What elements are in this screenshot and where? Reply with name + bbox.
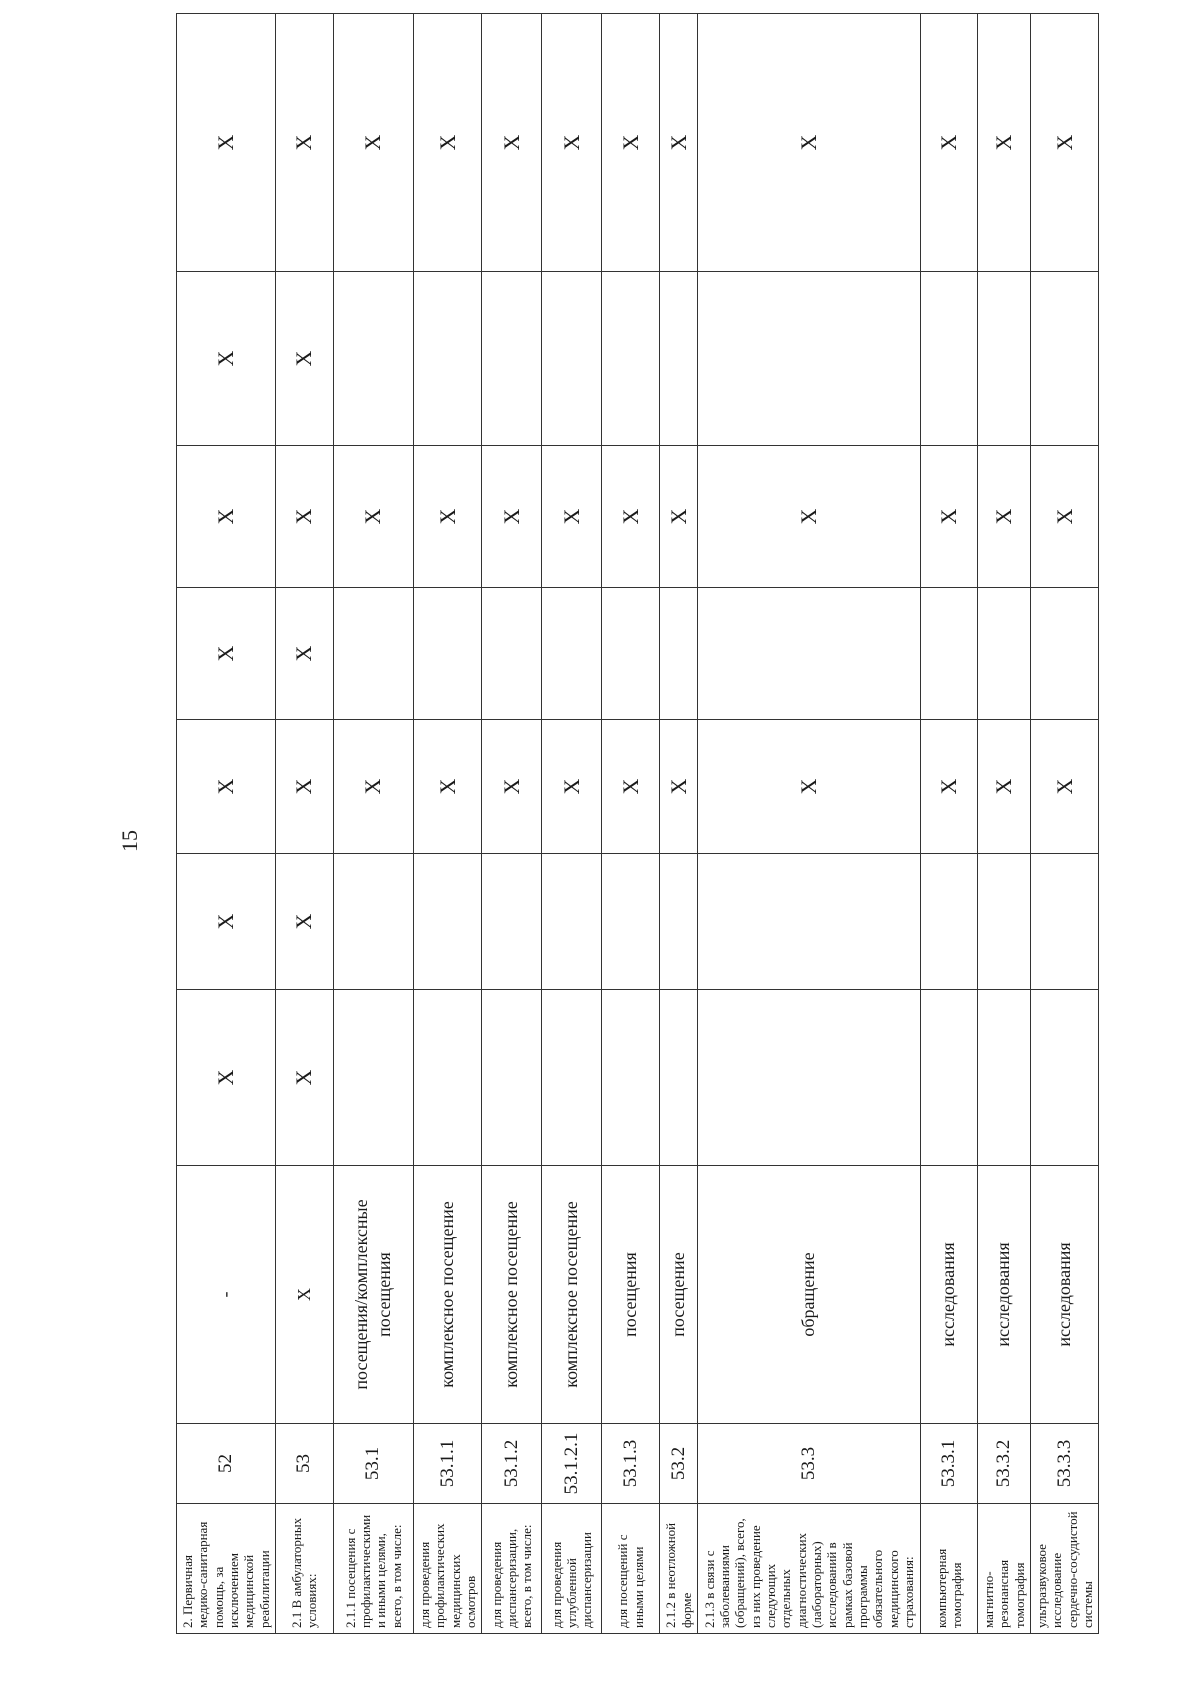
row-value-cell: X	[275, 720, 333, 854]
row-value-cell	[602, 588, 660, 720]
row-value-cell: X	[1030, 446, 1098, 588]
row-name: для проведения углубленной диспансеризации	[542, 1504, 602, 1634]
row-value-cell	[660, 588, 698, 720]
row-value-cell	[333, 854, 413, 990]
row-unit: исследования	[920, 1166, 977, 1424]
row-value-cell: X	[413, 14, 481, 272]
row-value-cell: X	[697, 14, 920, 272]
row-value-cell: X	[275, 272, 333, 446]
row-value-cell: X	[602, 446, 660, 588]
row-unit: -	[177, 1166, 276, 1424]
row-value-cell: X	[920, 446, 977, 588]
row-value-cell	[542, 588, 602, 720]
row-value-cell: X	[660, 14, 698, 272]
row-name: для посещений с иными целями	[602, 1504, 660, 1634]
row-value-cell	[1030, 990, 1098, 1166]
row-value-cell: X	[413, 720, 481, 854]
row-value-cell: X	[482, 14, 542, 272]
table-row	[482, 14, 542, 1634]
row-value-cell: X	[275, 854, 333, 990]
row-value-cell: X	[333, 446, 413, 588]
row-code: 53.1.3	[602, 1424, 660, 1504]
row-value-cell: X	[1030, 720, 1098, 854]
row-value-cell: X	[177, 14, 276, 272]
row-value-cell	[542, 854, 602, 990]
row-value-cell: X	[697, 720, 920, 854]
row-name: 2.1 В амбулаторных условиях:	[275, 1504, 333, 1634]
table-row	[275, 14, 333, 1634]
rotated-table-container	[176, 44, 1196, 1634]
row-name: магнитно-резонансная томография	[977, 1504, 1030, 1634]
row-value-cell: X	[177, 272, 276, 446]
row-name: 2.1.1 посещения с профилактическими и иными целями, всего, в том числе:	[333, 1504, 413, 1634]
row-unit: обращение	[697, 1166, 920, 1424]
row-value-cell	[1030, 272, 1098, 446]
row-code: 53	[275, 1424, 333, 1504]
row-value-cell	[333, 990, 413, 1166]
row-unit: комплексное посещение	[482, 1166, 542, 1424]
row-name: 2.1.2 в неотложной форме	[660, 1504, 698, 1634]
row-value-cell: X	[977, 446, 1030, 588]
row-name: 2. Первичная медико-санитарная помощь, за исключением медицинской реабилитации	[177, 1504, 276, 1634]
table-row	[413, 14, 481, 1634]
row-value-cell: X	[542, 446, 602, 588]
row-code: 53.2	[660, 1424, 698, 1504]
row-value-cell	[920, 272, 977, 446]
row-name: компьютерная томография	[920, 1504, 977, 1634]
row-value-cell	[660, 990, 698, 1166]
row-value-cell	[333, 272, 413, 446]
row-value-cell: X	[697, 446, 920, 588]
row-value-cell: X	[542, 720, 602, 854]
row-name: 2.1.3 в связи с заболеваниями (обращений), всего, из них проведение следующих отдельных диагностических (лабораторных) исследований в рамках базовой программы обязательного медицинского страхования:	[697, 1504, 920, 1634]
row-value-cell	[482, 588, 542, 720]
row-value-cell	[920, 854, 977, 990]
table-body	[177, 14, 1099, 1634]
table-row	[542, 14, 602, 1634]
table-row	[1030, 14, 1098, 1634]
row-value-cell: X	[275, 14, 333, 272]
row-value-cell: X	[602, 720, 660, 854]
row-value-cell: X	[177, 990, 276, 1166]
row-value-cell	[542, 990, 602, 1166]
table-row	[697, 14, 920, 1634]
row-value-cell: X	[177, 720, 276, 854]
row-name: для проведения профилактических медицинских осмотров	[413, 1504, 481, 1634]
page-number: 15	[117, 830, 142, 852]
row-value-cell: X	[920, 14, 977, 272]
row-code: 53.3.3	[1030, 1424, 1098, 1504]
row-value-cell	[413, 854, 481, 990]
row-value-cell: X	[177, 446, 276, 588]
table-row	[333, 14, 413, 1634]
row-unit: посещения	[602, 1166, 660, 1424]
row-value-cell	[1030, 854, 1098, 990]
row-value-cell	[602, 272, 660, 446]
row-value-cell	[920, 990, 977, 1166]
row-value-cell: X	[977, 720, 1030, 854]
table-row	[177, 14, 276, 1634]
row-value-cell: X	[977, 14, 1030, 272]
row-value-cell	[333, 588, 413, 720]
row-value-cell	[977, 588, 1030, 720]
row-value-cell	[482, 990, 542, 1166]
row-value-cell	[697, 854, 920, 990]
row-value-cell	[697, 588, 920, 720]
row-unit: комплексное посещение	[542, 1166, 602, 1424]
table-row	[660, 14, 698, 1634]
row-value-cell	[977, 854, 1030, 990]
row-value-cell: X	[413, 446, 481, 588]
row-unit: исследования	[977, 1166, 1030, 1424]
row-value-cell: X	[333, 14, 413, 272]
row-unit: X	[275, 1166, 333, 1424]
row-unit: комплексное посещение	[413, 1166, 481, 1424]
table-row	[920, 14, 977, 1634]
row-value-cell	[697, 272, 920, 446]
row-value-cell: X	[920, 720, 977, 854]
row-value-cell: X	[177, 588, 276, 720]
row-value-cell	[413, 272, 481, 446]
row-value-cell	[920, 588, 977, 720]
row-value-cell: X	[275, 990, 333, 1166]
row-value-cell: X	[660, 720, 698, 854]
table-row	[602, 14, 660, 1634]
row-value-cell: X	[602, 14, 660, 272]
row-name: ультразвуковое исследование сердечно-сосудистой системы	[1030, 1504, 1098, 1634]
row-value-cell	[542, 272, 602, 446]
data-table	[176, 13, 1099, 1634]
row-value-cell: X	[1030, 14, 1098, 272]
row-code: 52	[177, 1424, 276, 1504]
row-value-cell: X	[482, 446, 542, 588]
row-value-cell: X	[542, 14, 602, 272]
row-value-cell: X	[333, 720, 413, 854]
row-value-cell	[602, 854, 660, 990]
row-value-cell	[413, 588, 481, 720]
row-code: 53.1.2.1	[542, 1424, 602, 1504]
row-value-cell	[482, 854, 542, 990]
row-value-cell	[660, 854, 698, 990]
row-code: 53.1.2	[482, 1424, 542, 1504]
row-unit: исследования	[1030, 1166, 1098, 1424]
row-value-cell: X	[275, 446, 333, 588]
table-row	[977, 14, 1030, 1634]
row-value-cell	[977, 272, 1030, 446]
row-value-cell: X	[660, 446, 698, 588]
row-value-cell	[482, 272, 542, 446]
row-value-cell: X	[177, 854, 276, 990]
row-value-cell	[977, 990, 1030, 1166]
row-value-cell: X	[275, 588, 333, 720]
row-value-cell	[697, 990, 920, 1166]
row-unit: посещения/комплексные посещения	[333, 1166, 413, 1424]
row-unit: посещение	[660, 1166, 698, 1424]
row-code: 53.3.1	[920, 1424, 977, 1504]
row-name: для проведения диспансеризации, всего, в том числе:	[482, 1504, 542, 1634]
row-code: 53.3	[697, 1424, 920, 1504]
row-value-cell: X	[482, 720, 542, 854]
row-value-cell	[602, 990, 660, 1166]
row-value-cell	[413, 990, 481, 1166]
row-value-cell	[660, 272, 698, 446]
row-code: 53.1.1	[413, 1424, 481, 1504]
row-value-cell	[1030, 588, 1098, 720]
row-code: 53.1	[333, 1424, 413, 1504]
row-code: 53.3.2	[977, 1424, 1030, 1504]
